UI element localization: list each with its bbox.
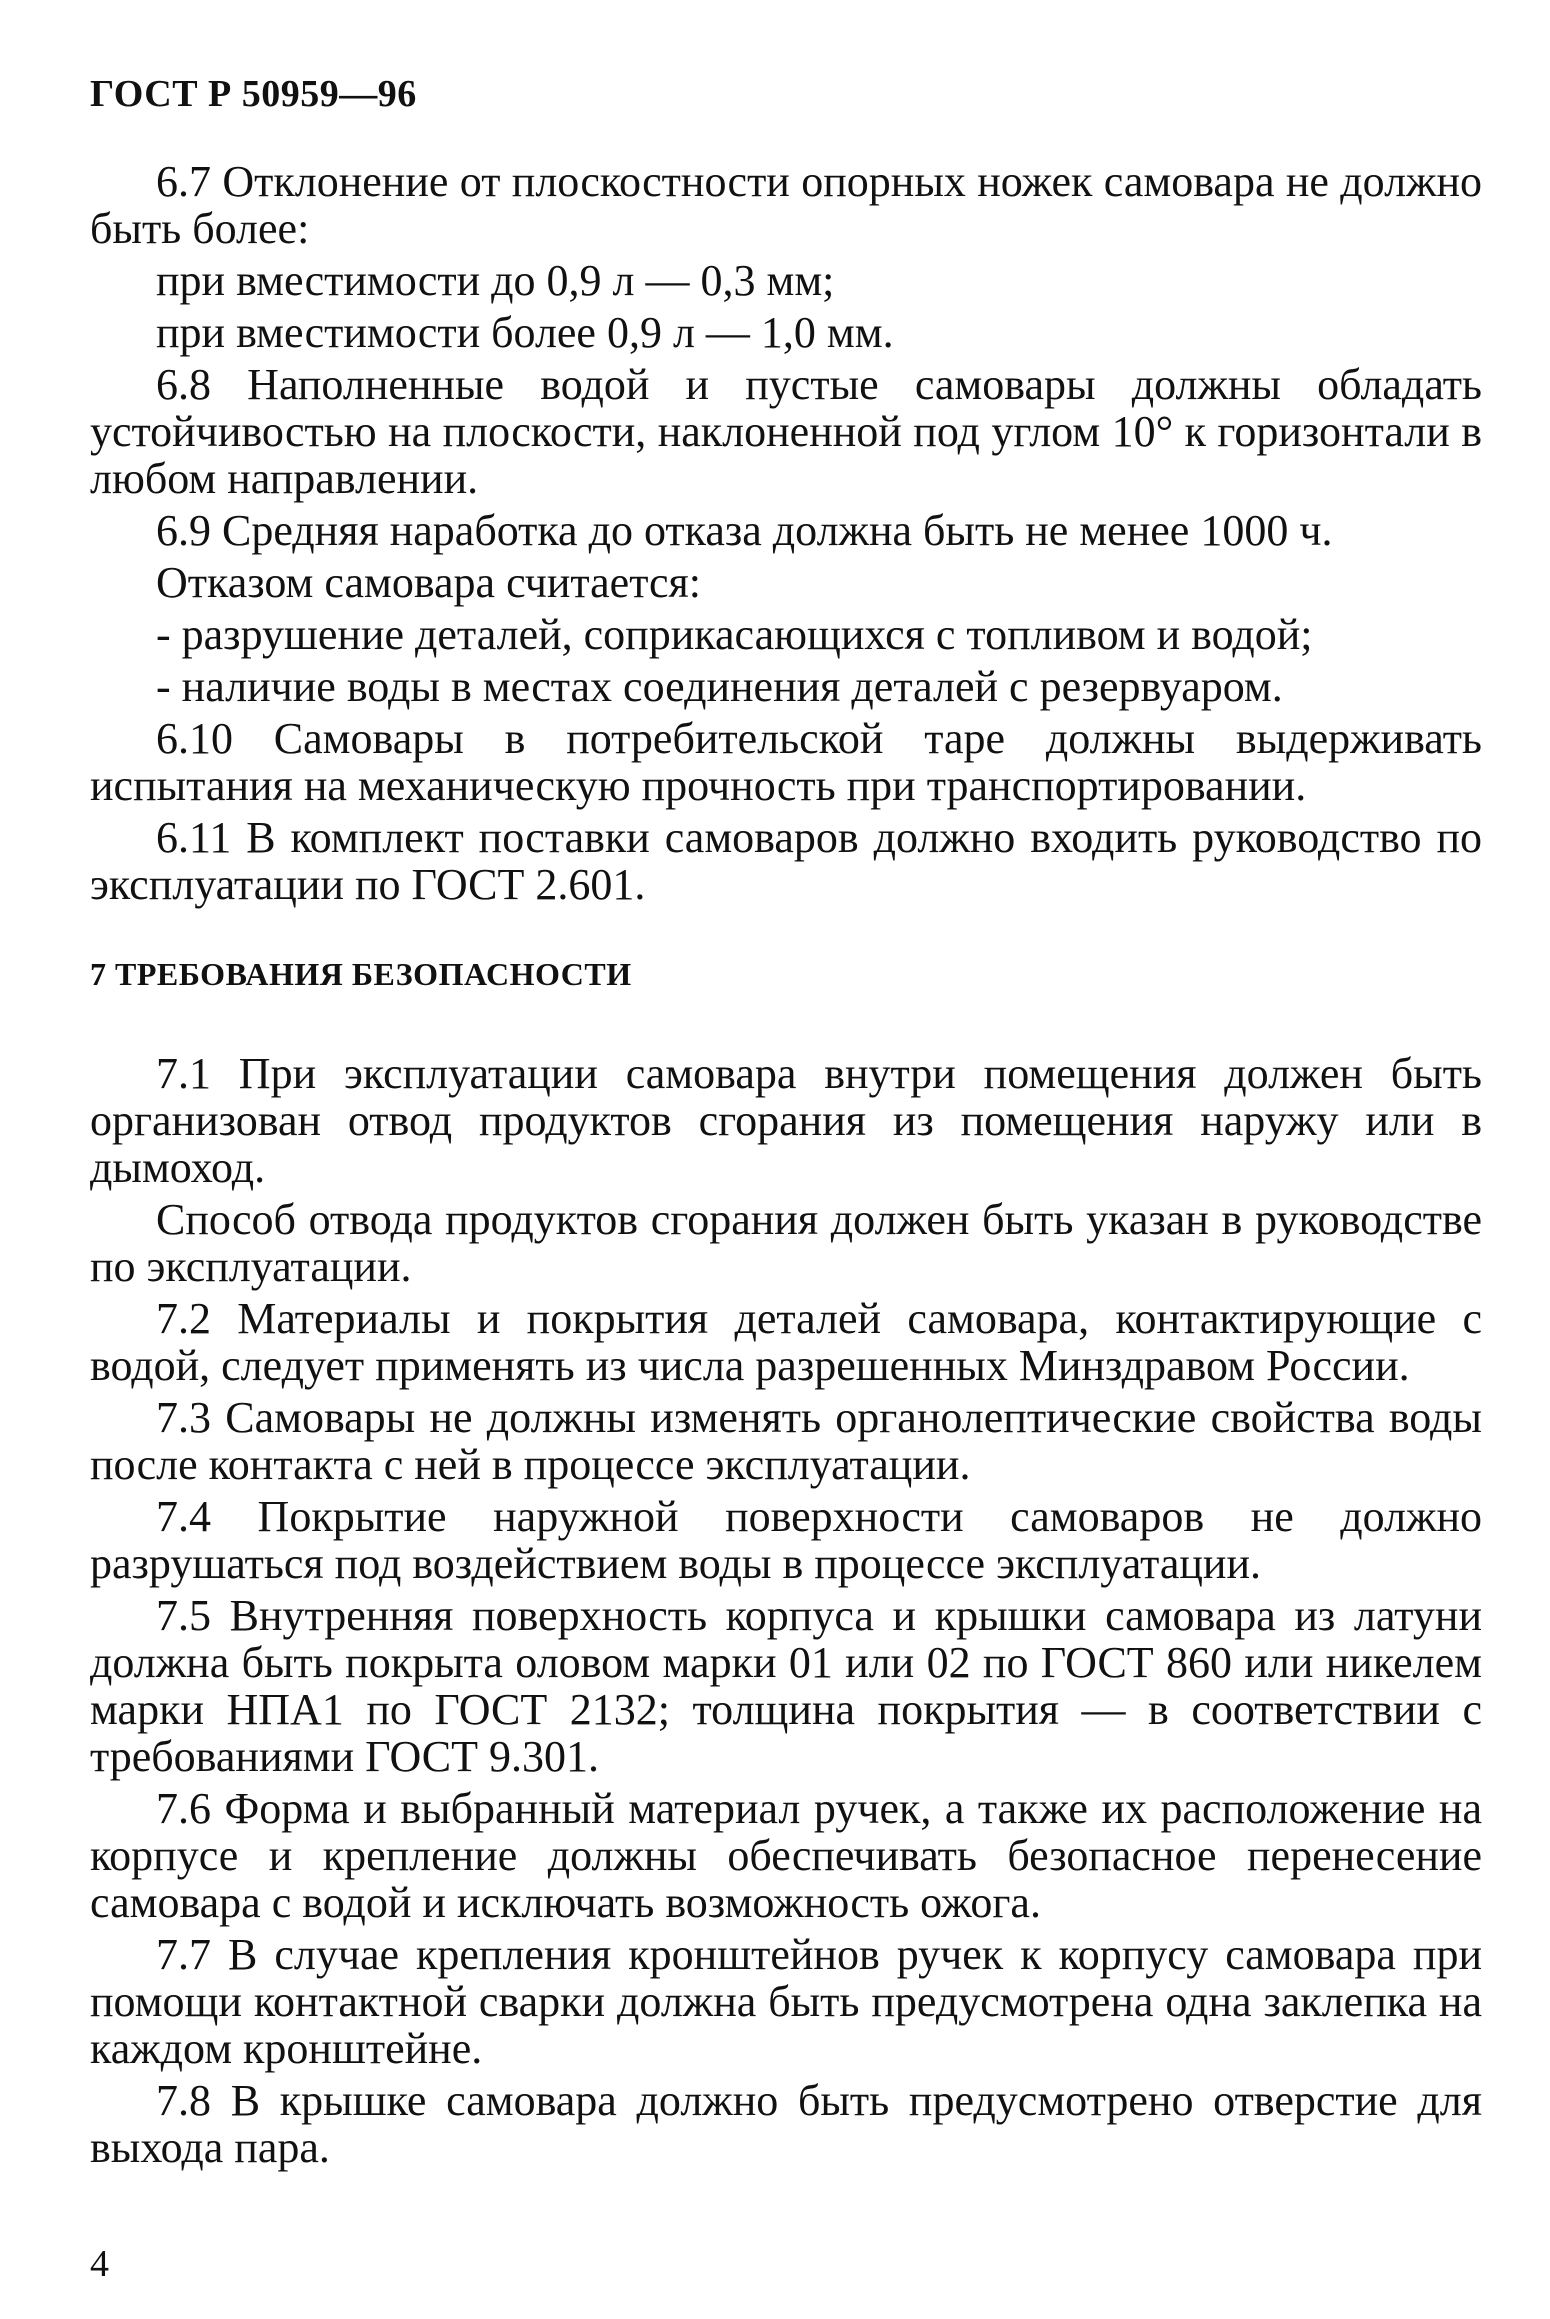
paragraph-6-9-item-1: - разрушение деталей, соприкасающихся с топливом и водой; bbox=[156, 610, 1313, 659]
paragraph-6-9-item-2: - наличие воды в местах соединения деталей с резервуаром. bbox=[156, 662, 1283, 711]
paragraph-7-6: 7.6 Форма и выбранный материал ручек, а также их расположение на корпусе и крепление должны обеспечивать безопасное перенесение самовара с водой и исключать возможность ожога. bbox=[90, 1784, 1482, 1927]
paragraph-6-7-item-2: при вместимости более 0,9 л — 1,0 мм. bbox=[156, 308, 894, 357]
paragraph-7-8: 7.8 В крышке самовара должно быть предусмотрено отверстие для выхода пара. bbox=[90, 2076, 1482, 2172]
document-header-code: ГОСТ Р 50959—96 bbox=[90, 73, 417, 115]
paragraph-6-7: 6.7 Отклонение от плоскостности опорных ножек самовара не должно быть более: bbox=[90, 157, 1482, 253]
section-7-title: 7 ТРЕБОВАНИЯ БЕЗОПАСНОСТИ bbox=[90, 956, 632, 992]
paragraph-6-11: 6.11 В комплект поставки самоваров должно входить руководство по эксплуатации по ГОСТ 2.601. bbox=[90, 813, 1482, 909]
paragraph-6-9: 6.9 Средняя наработка до отказа должна быть не менее 1000 ч. bbox=[156, 506, 1333, 555]
paragraph-7-2: 7.2 Материалы и покрытия деталей самовара, контактирующие с водой, следует применять из числа разрешенных Минздравом России. bbox=[90, 1294, 1482, 1390]
page-number: 4 bbox=[90, 2243, 109, 2285]
paragraph-6-10: 6.10 Самовары в потребительской таре должны выдерживать испытания на механическую прочность при транспортировании. bbox=[90, 714, 1482, 810]
paragraph-7-4: 7.4 Покрытие наружной поверхности самоваров не должно разрушаться под воздействием воды в процессе эксплуатации. bbox=[90, 1492, 1482, 1588]
paragraph-6-8: 6.8 Наполненные водой и пустые самовары должны обладать устойчивостью на плоскости, наклоненной под углом 10° к горизонтали в любом направлении. bbox=[90, 360, 1482, 503]
paragraph-7-1: 7.1 При эксплуатации самовара внутри помещения должен быть организован отвод продуктов сгорания из помещения наружу или в дымоход. bbox=[90, 1049, 1482, 1192]
paragraph-6-7-item-1: при вместимости до 0,9 л — 0,3 мм; bbox=[156, 256, 835, 305]
paragraph-7-1-cont: Способ отвода продуктов сгорания должен быть указан в руководстве по эксплуатации. bbox=[90, 1195, 1482, 1291]
paragraph-7-5: 7.5 Внутренняя поверхность корпуса и крышки самовара из латуни должна быть покрыта оловом марки 01 или 02 по ГОСТ 860 или никелем марки НПА1 по ГОСТ 2132; толщина покрытия — в соответствии с требованиями ГОСТ 9.301. bbox=[90, 1591, 1482, 1781]
paragraph-7-7: 7.7 В случае крепления кронштейнов ручек к корпусу самовара при помощи контактной сварки должна быть предусмотрена одна заклепка на каждом кронштейне. bbox=[90, 1930, 1482, 2073]
page-content bbox=[90, 158, 1482, 2176]
paragraph-6-9-intro: Отказом самовара считается: bbox=[156, 558, 701, 607]
paragraph-7-3: 7.3 Самовары не должны изменять органолептические свойства воды после контакта с ней в процессе эксплуатации. bbox=[90, 1393, 1482, 1489]
